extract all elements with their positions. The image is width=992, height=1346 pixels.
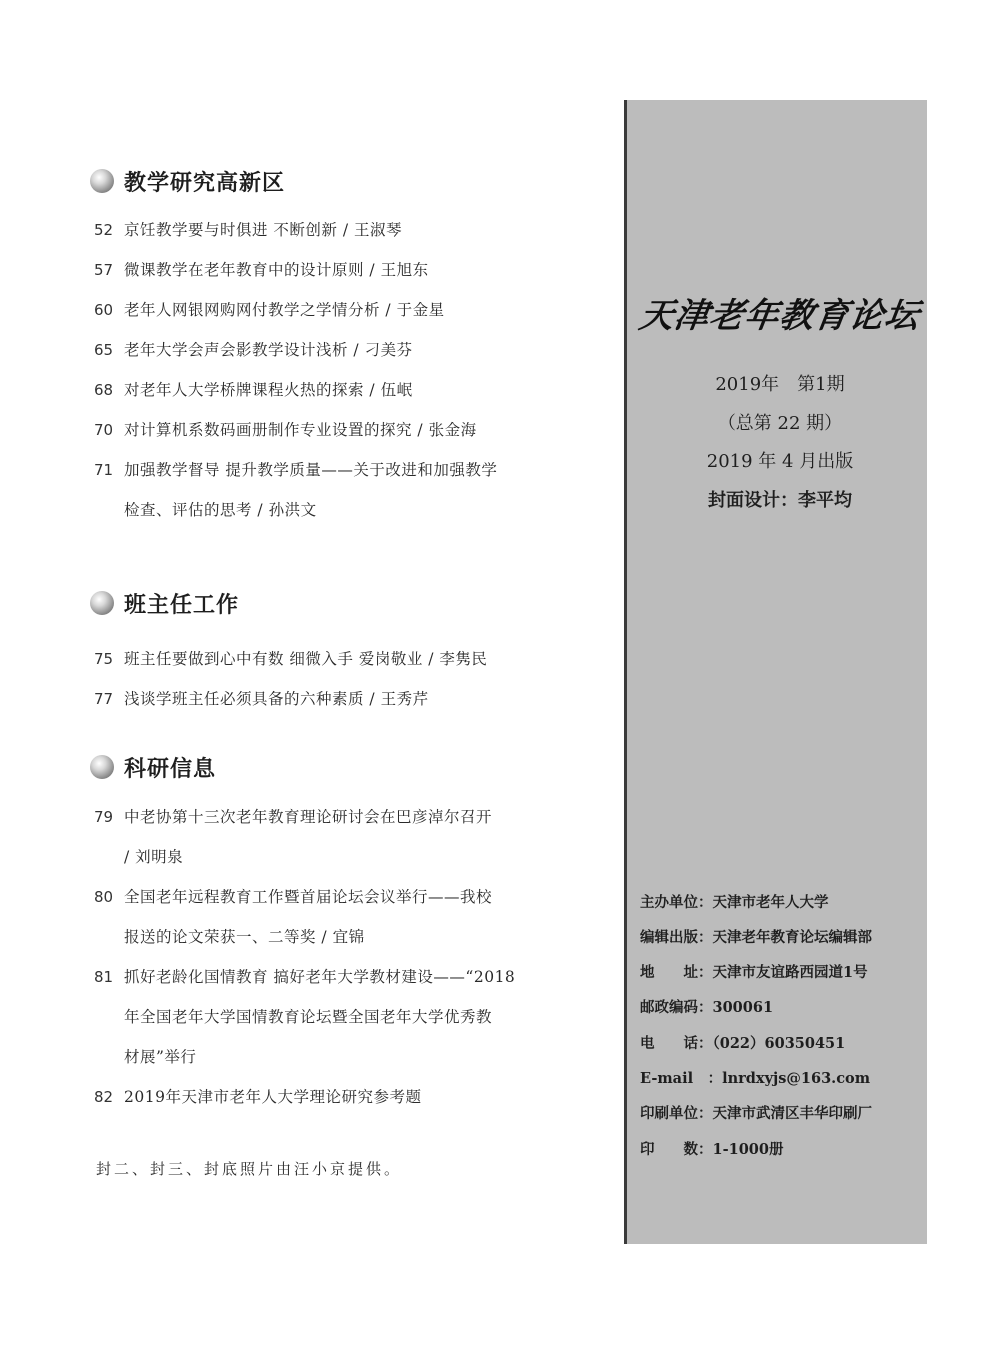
entry-title: 中老协第十三次老年教育理论研讨会在巴彦淖尔召开 [124, 808, 493, 826]
entry-title-continued: 检查、评估的思考 / 孙洪文 [124, 501, 317, 519]
entry-title: 抓好老龄化国情教育 搞好老年大学教材建设——“2018 [124, 968, 516, 986]
section-title: 科研信息 [124, 756, 217, 782]
toc-entry[interactable] [94, 639, 594, 679]
info-label: E-mail ： [640, 1070, 723, 1087]
page-number: 68 [94, 381, 114, 399]
toc-entry[interactable] [94, 679, 594, 719]
entry-title-continued: / 刘明泉 [124, 848, 184, 866]
page-number: 71 [94, 461, 114, 479]
entry-title: 对计算机系数码画册制作专业设置的探究 / 张金海 [124, 421, 477, 439]
info-value: 天津市武清区丰华印刷厂 [712, 1105, 872, 1122]
page-number: 79 [94, 808, 114, 826]
bullet-icon [90, 169, 114, 193]
toc-entry[interactable] [94, 410, 594, 450]
page-number: 65 [94, 341, 114, 359]
info-editor [640, 926, 872, 947]
entry-title: 微课教学在老年教育中的设计原则 / 王旭东 [124, 261, 429, 279]
section-header-teaching-research [90, 166, 285, 196]
info-value: 天津老年教育论坛编辑部 [712, 929, 872, 946]
page-number: 75 [94, 650, 114, 668]
photo-credit-footnote: 封二、封三、封底照片由汪小京提供。 [96, 1160, 403, 1178]
info-label: 印刷单位： [640, 1105, 713, 1122]
page-number: 77 [94, 690, 114, 708]
page-number: 57 [94, 261, 114, 279]
journal-masthead: 天津老年教育论坛 [636, 296, 923, 336]
info-print-run [640, 1138, 783, 1159]
toc-entry[interactable] [94, 370, 594, 410]
entry-title: 加强教学督导 提升教学质量——关于改进和加强教学 [124, 461, 498, 479]
entry-title: 2019年天津市老年人大学理论研究参考题 [124, 1088, 422, 1106]
info-phone [640, 1032, 845, 1053]
entry-title-continued: 年全国老年大学国情教育论坛暨全国老年大学优秀教 [124, 1008, 493, 1026]
entry-title-continued: 材展”举行 [124, 1048, 197, 1066]
section-header-class-teacher [90, 588, 239, 618]
entry-title: 对老年人大学桥牌课程火热的探索 / 伍岷 [124, 381, 413, 399]
info-sponsor [640, 891, 829, 912]
page-number: 70 [94, 421, 114, 439]
publish-date: 2019 年 4 月出版 [706, 451, 854, 472]
entry-title: 京饪教学要与时俱进 不断创新 / 王淑琴 [124, 221, 403, 239]
info-value: lnrdxyjs@163.com [722, 1070, 871, 1087]
toc-entry[interactable] [94, 1077, 594, 1117]
info-postcode [640, 996, 773, 1017]
toc-entry[interactable] [94, 290, 594, 330]
info-email [640, 1067, 870, 1088]
entry-title: 班主任要做到心中有数 细微入手 爱岗敬业 / 李隽民 [124, 650, 488, 668]
section-title: 教学研究高新区 [124, 170, 286, 196]
info-label: 主办单位： [640, 894, 713, 911]
bullet-icon [90, 591, 114, 615]
info-label: 地 址： [640, 964, 713, 981]
section-title: 班主任工作 [124, 592, 240, 618]
info-printer [640, 1102, 872, 1123]
issue-year: 2019年 第1期 [715, 374, 845, 395]
cover-design: 封面设计：李平均 [708, 490, 852, 511]
page-number: 82 [94, 1088, 114, 1106]
info-value: 天津市老年人大学 [712, 894, 829, 911]
entry-title: 老年大学会声会影教学设计浅析 / 刁美芬 [124, 341, 413, 359]
entry-title: 全国老年远程教育工作暨首届论坛会议举行——我校 [124, 888, 493, 906]
info-value: 300061 [712, 999, 774, 1016]
info-value: （022）60350451 [712, 1035, 846, 1052]
toc-entry[interactable] [94, 210, 594, 250]
toc-entry[interactable] [94, 877, 594, 957]
sidebar-divider [624, 100, 627, 1244]
section-header-research-info [90, 752, 216, 782]
info-label: 编辑出版： [640, 929, 713, 946]
page-number: 81 [94, 968, 114, 986]
page-number: 80 [94, 888, 114, 906]
info-value: 天津市友谊路西园道1号 [712, 964, 868, 981]
info-label: 电 话： [640, 1035, 713, 1052]
page-number: 52 [94, 221, 114, 239]
toc-entry[interactable] [94, 797, 594, 877]
issue-total: （总第 22 期） [717, 413, 843, 434]
bullet-icon [90, 755, 114, 779]
entry-title: 老年人网银网购网付教学之学情分析 / 于金星 [124, 301, 445, 319]
info-label: 邮政编码： [640, 999, 713, 1016]
info-value: 1-1000册 [712, 1141, 784, 1158]
page-number: 60 [94, 301, 114, 319]
toc-entry[interactable] [94, 957, 594, 1077]
entry-title-continued: 报送的论文荣获一、二等奖 / 宜锦 [124, 928, 365, 946]
toc-entry[interactable] [94, 450, 594, 530]
info-address [640, 961, 868, 982]
entry-title: 浅谈学班主任必须具备的六种素质 / 王秀芹 [124, 690, 429, 708]
toc-entry[interactable] [94, 330, 594, 370]
info-label: 印 数： [640, 1141, 713, 1158]
toc-entry[interactable] [94, 250, 594, 290]
